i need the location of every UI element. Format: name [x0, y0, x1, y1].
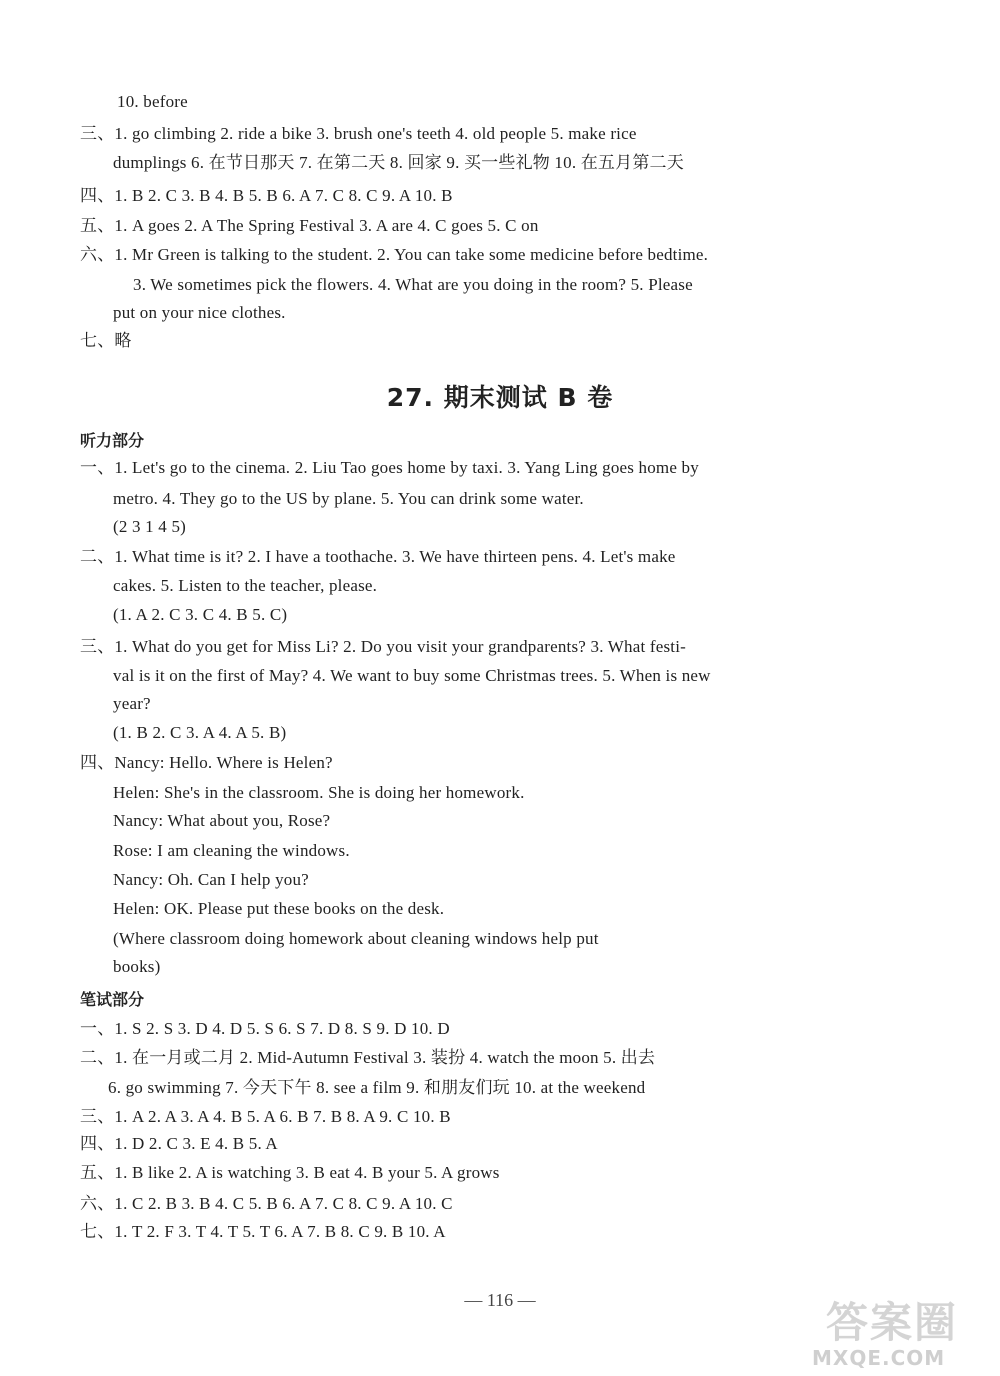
answer-line: Rose: I am cleaning the windows. — [113, 841, 350, 860]
answer-line: 三、1. What do you get for Miss Li? 2. Do you visit your grandparents? 3. What festi- — [80, 637, 686, 656]
answer-line: 二、1. 在一月或二月 2. Mid-Autumn Festival 3. 装扮 4. watch the moon 5. 出去 — [80, 1048, 656, 1067]
answer-line: val is it on the first of May? 4. We want to buy some Christmas trees. 5. When is new — [113, 666, 711, 685]
watermark-url: MXQE.COM — [812, 1346, 946, 1370]
answer-line: 二、1. What time is it? 2. I have a toothache. 3. We have thirteen pens. 4. Let's make — [80, 547, 676, 566]
answer-line: cakes. 5. Listen to the teacher, please. — [113, 576, 378, 595]
answer-line: Helen: OK. Please put these books on the desk. — [113, 899, 445, 918]
answer-line: 三、1. go climbing 2. ride a bike 3. brush one's teeth 4. old people 5. make rice — [80, 124, 637, 143]
answer-line: 3. We sometimes pick the flowers. 4. What are you doing in the room? 5. Please — [133, 275, 693, 294]
answer-line: Nancy: What about you, Rose? — [113, 811, 331, 830]
watermark-logo: 答案圈 — [826, 1298, 959, 1347]
answer-line: books) — [113, 957, 161, 976]
answer-line: (Where classroom doing homework about cleaning windows help put — [113, 929, 599, 948]
written-heading: 笔试部分 — [80, 990, 145, 1009]
answer-line: 四、1. D 2. C 3. E 4. B 5. A — [80, 1134, 278, 1153]
answer-line: 四、1. B 2. C 3. B 4. B 5. B 6. A 7. C 8. C 9. A 10. B — [80, 186, 453, 205]
answer-line: (1. B 2. C 3. A 4. A 5. B) — [113, 723, 287, 742]
page-number: — 116 — — [464, 1290, 536, 1310]
answer-line: 一、1. Let's go to the cinema. 2. Liu Tao goes home by taxi. 3. Yang Ling goes home by — [80, 458, 699, 477]
answer-line: put on your nice clothes. — [113, 303, 286, 322]
listening-heading: 听力部分 — [80, 431, 145, 450]
answer-line: 五、1. B like 2. A is watching 3. B eat 4. B your 5. A grows — [80, 1163, 500, 1182]
answer-line: 六、1. Mr Green is talking to the student. 2. You can take some medicine before bedtime. — [80, 245, 709, 264]
answer-line: dumplings 6. 在节日那天 7. 在第二天 8. 回家 9. 买一些礼物 10. 在五月第二天 — [113, 153, 684, 172]
answer-line: 10. before — [117, 92, 188, 111]
answer-line: 一、1. S 2. S 3. D 4. D 5. S 6. S 7. D 8. S 9. D 10. D — [80, 1019, 450, 1038]
answer-line: (1. A 2. C 3. C 4. B 5. C) — [113, 605, 288, 624]
answer-line: 五、1. A goes 2. A The Spring Festival 3. A are 4. C goes 5. C on — [80, 216, 539, 235]
section-title: 27. 期末测试 B 卷 — [386, 383, 614, 412]
answer-line: 七、略 — [80, 331, 132, 350]
answer-line: (2 3 1 4 5) — [113, 517, 187, 536]
answer-line: year? — [113, 694, 151, 713]
answer-line: metro. 4. They go to the US by plane. 5. You can drink some water. — [113, 489, 584, 508]
answer-line: 四、Nancy: Hello. Where is Helen? — [80, 753, 333, 772]
answer-line: 六、1. C 2. B 3. B 4. C 5. B 6. A 7. C 8. C 9. A 10. C — [80, 1194, 453, 1213]
answer-line: 七、1. T 2. F 3. T 4. T 5. T 6. A 7. B 8. C 9. B 10. A — [80, 1222, 446, 1241]
answer-line: Helen: She's in the classroom. She is doing her homework. — [113, 783, 525, 802]
answer-line: Nancy: Oh. Can I help you? — [113, 870, 309, 889]
answer-line: 6. go swimming 7. 今天下午 8. see a film 9. 和朋友们玩 10. at the weekend — [108, 1078, 646, 1097]
answer-line: 三、1. A 2. A 3. A 4. B 5. A 6. B 7. B 8. A 9. C 10. B — [80, 1107, 451, 1126]
